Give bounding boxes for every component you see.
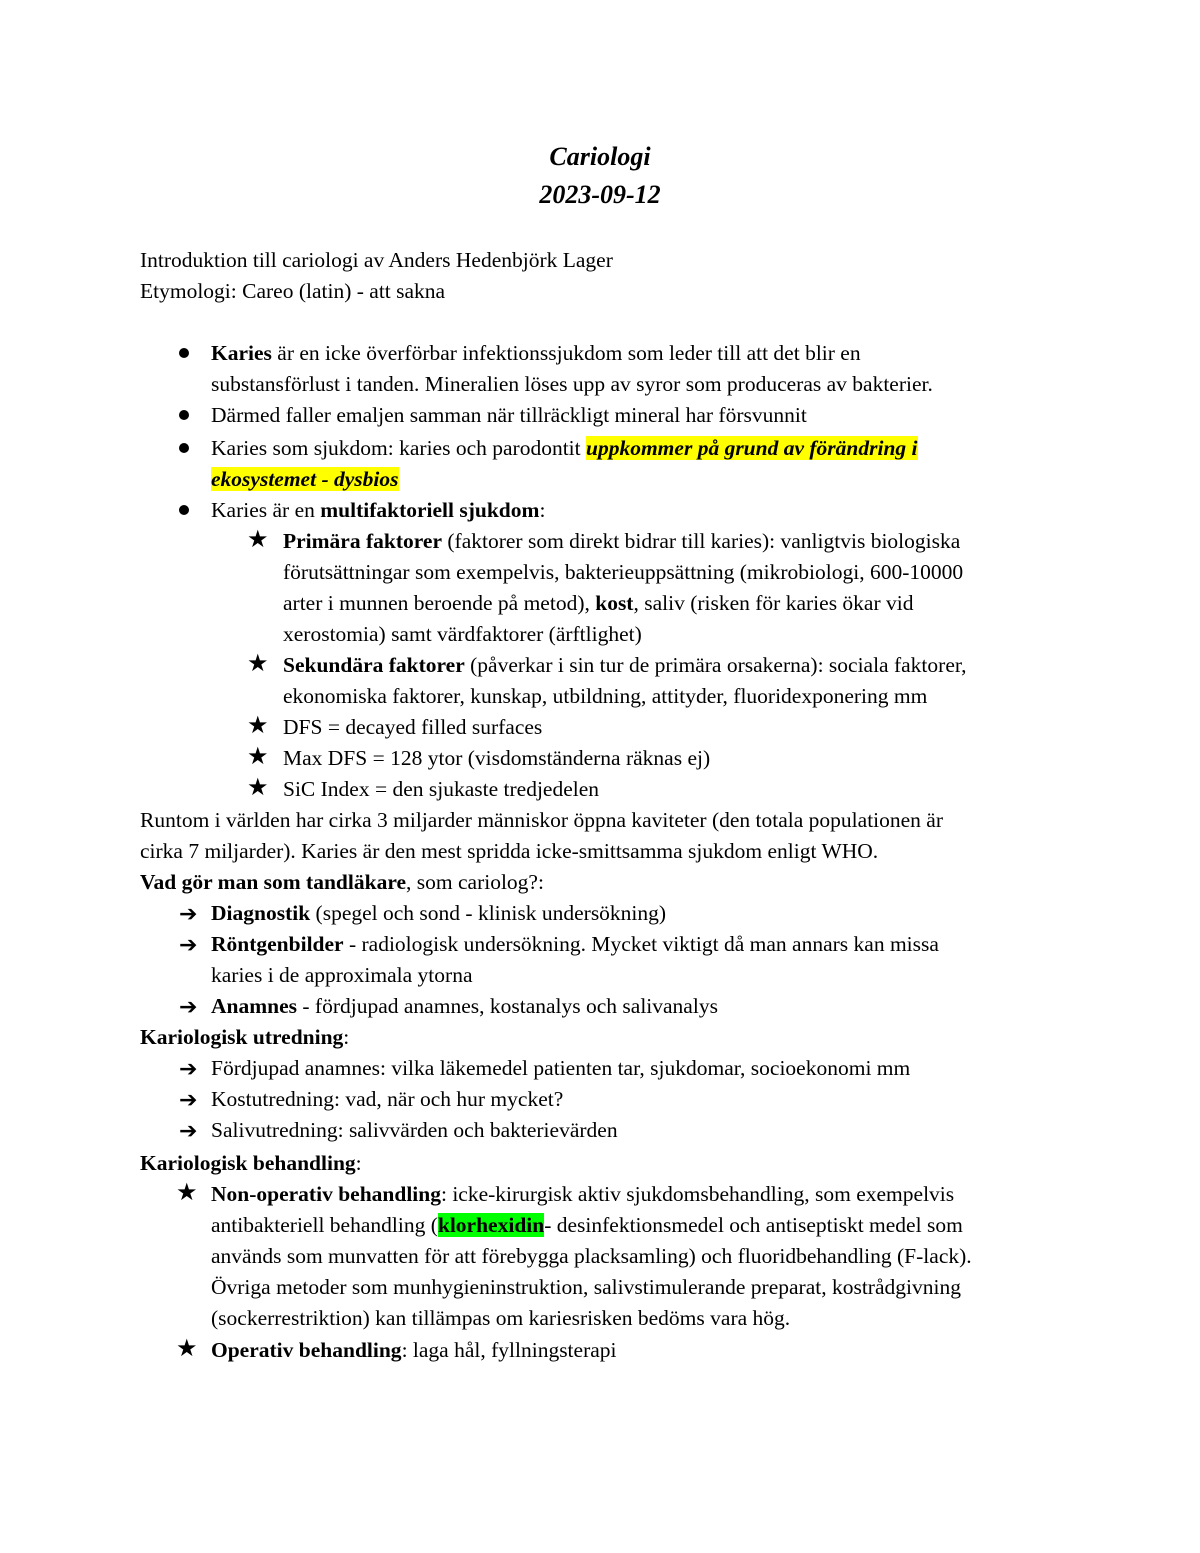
star-icon: ★ <box>247 744 269 770</box>
paragraph-line: Runtom i världen har cirka 3 miljarder människor öppna kaviteter (den totala populationen är <box>140 808 944 832</box>
bullet-sjukdom: Karies som sjukdom: karies och parodontit uppkommer på grund av förändring i <box>211 436 918 460</box>
utredning-heading: Kariologisk utredning: <box>140 1025 350 1049</box>
treatment-non-operative-l5: (sockerrestriktion) kan tillämpas om kariesrisken bedöms vara hög. <box>211 1306 791 1330</box>
arrow-item-anamnes: Anamnes - fördjupad anamnes, kostanalys och salivanalys <box>211 994 718 1018</box>
highlight-yellow: uppkommer på grund av förändring i <box>586 436 918 460</box>
sub-primara-l4: xerostomia) samt värdfaktorer (ärftlighet) <box>283 622 642 646</box>
arrow-item-diagnostik: Diagnostik (spegel och sond - klinisk undersökning) <box>211 901 667 925</box>
bullet-karies: Karies är en icke överförbar infektionssjukdom som leder till att det blir en <box>211 341 861 365</box>
arrow-icon: ➔ <box>179 994 198 1019</box>
bullet-icon <box>179 410 189 420</box>
sub-primara: Primära faktorer (faktorer som direkt bidrar till karies): vanligtvis biologiska <box>283 529 961 553</box>
treatment-non-operative-l3: används som munvatten för att förebygga placksamling) och fluoridbehandling (F-lack). <box>211 1244 972 1268</box>
arrow-item-rontgen: Röntgenbilder - radiologisk undersökning. Mycket viktigt då man annars kan missa <box>211 932 939 956</box>
treatment-non-operative-l4: Övriga metoder som munhygieninstruktion, salivstimulerande preparat, kostrådgivning <box>211 1275 961 1299</box>
sub-dfs: DFS = decayed filled surfaces <box>283 715 543 739</box>
sub-primara-l3: arter i munnen beroende på metod), kost, saliv (risken för karies ökar vid <box>283 591 914 615</box>
bullet-emaljen: Därmed faller emaljen samman när tillräckligt mineral har försvunnit <box>211 403 807 427</box>
star-icon: ★ <box>176 1180 198 1206</box>
sub-sekundara-l2: ekonomiska faktorer, kunskap, utbildning, attityder, fluoridexponering mm <box>283 684 928 708</box>
intro-line: Introduktion till cariologi av Anders Hedenbjörk Lager <box>140 248 613 272</box>
paragraph-line: cirka 7 miljarder). Karies är den mest spridda icke-smittsamma sjukdom enligt WHO. <box>140 839 879 863</box>
arrow-item-saliv: Salivutredning: salivvärden och bakterievärden <box>211 1118 618 1142</box>
bullet-karies-cont: substansförlust i tanden. Mineralien löses upp av syror som produceras av bakterier. <box>211 372 933 396</box>
bullet-icon <box>179 348 189 358</box>
highlight-green: klorhexidin <box>437 1213 545 1237</box>
star-icon: ★ <box>176 1336 198 1362</box>
bullet-sjukdom-cont <box>211 464 399 495</box>
arrow-item-rontgen-cont: karies i de approximala ytorna <box>211 963 473 987</box>
arrow-icon: ➔ <box>179 1056 198 1081</box>
arrow-item-anamnes-deep: Fördjupad anamnes: vilka läkemedel patienten tar, sjukdomar, socioekonomi mm <box>211 1056 911 1080</box>
star-icon: ★ <box>247 527 269 553</box>
question-heading: Vad gör man som tandläkare, som cariolog?: <box>140 870 544 894</box>
sub-max-dfs: Max DFS = 128 ytor (visdomständerna räknas ej) <box>283 746 711 770</box>
sub-sekundara: Sekundära faktorer (påverkar i sin tur de primära orsakerna): sociala faktorer, <box>283 653 967 677</box>
sub-sic-index: SiC Index = den sjukaste tredjedelen <box>283 777 600 801</box>
doc-date: 2023-09-12 <box>539 180 661 209</box>
etymology-line: Etymologi: Careo (latin) - att sakna <box>140 279 446 303</box>
arrow-item-kost: Kostutredning: vad, när och hur mycket? <box>211 1087 564 1111</box>
highlight-yellow: ekosystemet - dysbios <box>211 467 399 491</box>
treatment-non-operative-l2: antibakteriell behandling (klorhexidin- desinfektionsmedel och antiseptiskt medel som <box>211 1213 963 1237</box>
bullet-icon <box>179 505 189 515</box>
treatment-non-operative: Non-operativ behandling: icke-kirurgisk aktiv sjukdomsbehandling, som exempelvis <box>211 1182 955 1206</box>
behandling-heading: Kariologisk behandling: <box>140 1151 362 1175</box>
sub-primara-l2: förutsättningar som exempelvis, bakterieuppsättning (mikrobiologi, 600-10000 <box>283 560 964 584</box>
star-icon: ★ <box>247 713 269 739</box>
doc-title: Cariologi <box>549 142 651 171</box>
arrow-icon: ➔ <box>179 932 198 957</box>
star-icon: ★ <box>247 651 269 677</box>
arrow-icon: ➔ <box>179 1087 198 1112</box>
arrow-icon: ➔ <box>179 901 198 926</box>
arrow-icon: ➔ <box>179 1118 198 1143</box>
bullet-multifaktoriell: Karies är en multifaktoriell sjukdom: <box>211 498 546 522</box>
star-icon: ★ <box>247 775 269 801</box>
treatment-operative: Operativ behandling: laga hål, fyllningsterapi <box>211 1338 617 1362</box>
bullet-icon <box>179 443 189 453</box>
